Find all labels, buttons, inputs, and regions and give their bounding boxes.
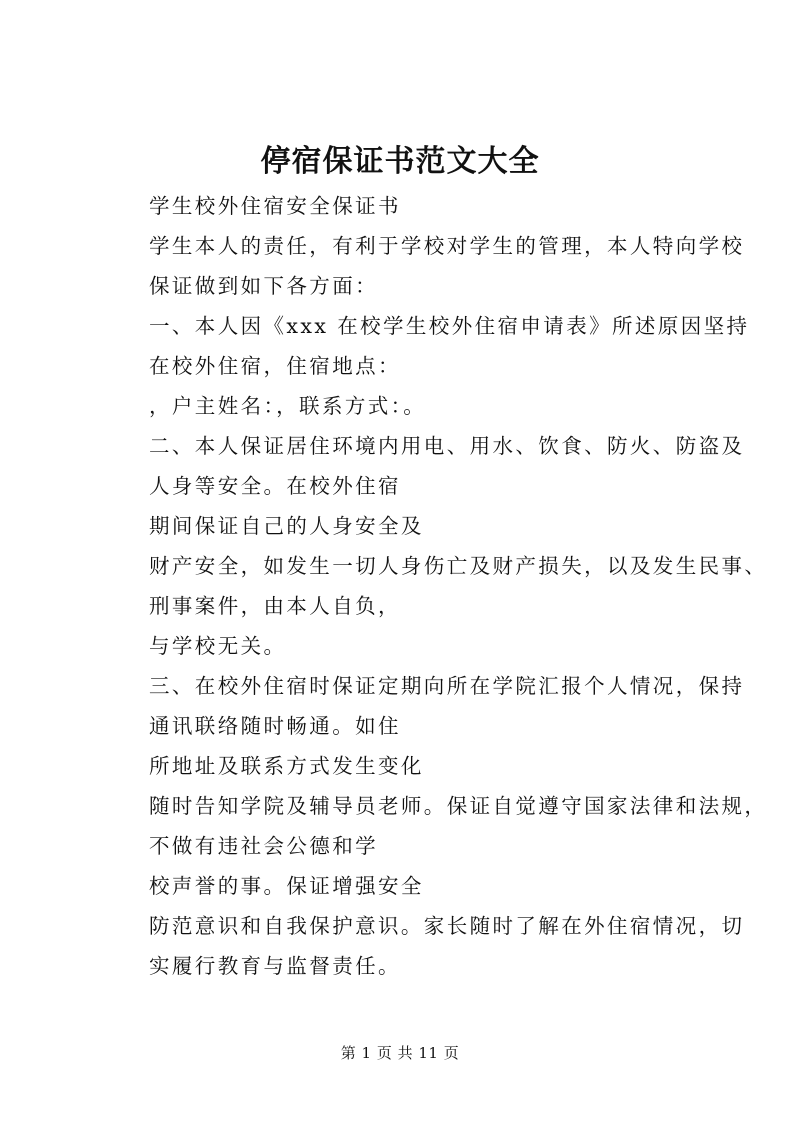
paragraph: [108, 306, 750, 386]
text-line: 与学校无关。: [149, 634, 287, 658]
paragraph: [108, 386, 708, 426]
text-line: 校声誉的事。保证增强安全: [149, 874, 424, 898]
paragraph: [108, 626, 708, 666]
text-line: 期间保证自己的人身安全及: [149, 514, 424, 538]
paragraph: [108, 506, 708, 546]
text-line: 保证做到如下各方面：: [149, 274, 378, 298]
text-line: 财产安全，如发生一切人身伤亡及财产损失，以及发生民事、: [149, 554, 768, 578]
page-number-footer: 第 1 页 共 11 页: [340, 1044, 460, 1062]
paragraph: [108, 746, 708, 786]
text-line: ，户主姓名：，联系方式：。: [149, 394, 427, 418]
text-line: 学生校外住宿安全保证书: [149, 194, 401, 218]
paragraph: [108, 186, 708, 226]
text-line: 通讯联络随时畅通。如住: [149, 714, 401, 738]
paragraph: [108, 866, 708, 906]
text-line: 一、本人因《xxx 在校学生校外住宿申请表》所述原因坚持: [149, 314, 750, 338]
text-line: 刑事案件，由本人自负，: [149, 594, 401, 618]
paragraph: [108, 666, 745, 746]
document-body: [108, 186, 768, 986]
paragraph: [108, 226, 745, 306]
paragraph: [108, 786, 768, 866]
text-line: 人身等安全。在校外住宿: [149, 474, 401, 498]
text-line: 三、在校外住宿时保证定期向所在学院汇报个人情况，保持: [149, 674, 745, 698]
text-line: 实履行教育与监督责任。: [149, 954, 401, 978]
text-line: 不做有违社会公德和学: [149, 834, 378, 858]
text-line: 在校外住宿，住宿地点：: [149, 354, 401, 378]
text-line: 随时告知学院及辅导员老师。保证自觉遵守国家法律和法规，: [149, 794, 768, 818]
paragraph: [108, 546, 768, 626]
text-line: 二、本人保证居住环境内用电、用水、饮食、防火、防盗及: [149, 434, 745, 458]
document-title: 停宿保证书范文大全: [260, 144, 540, 179]
paragraph: [108, 426, 745, 506]
text-line: 防范意识和自我保护意识。家长随时了解在外住宿情况，切: [149, 914, 745, 938]
text-line: 学生本人的责任，有利于学校对学生的管理，本人特向学校: [149, 234, 745, 258]
text-line: 所地址及联系方式发生变化: [149, 754, 424, 778]
paragraph: [108, 906, 745, 986]
